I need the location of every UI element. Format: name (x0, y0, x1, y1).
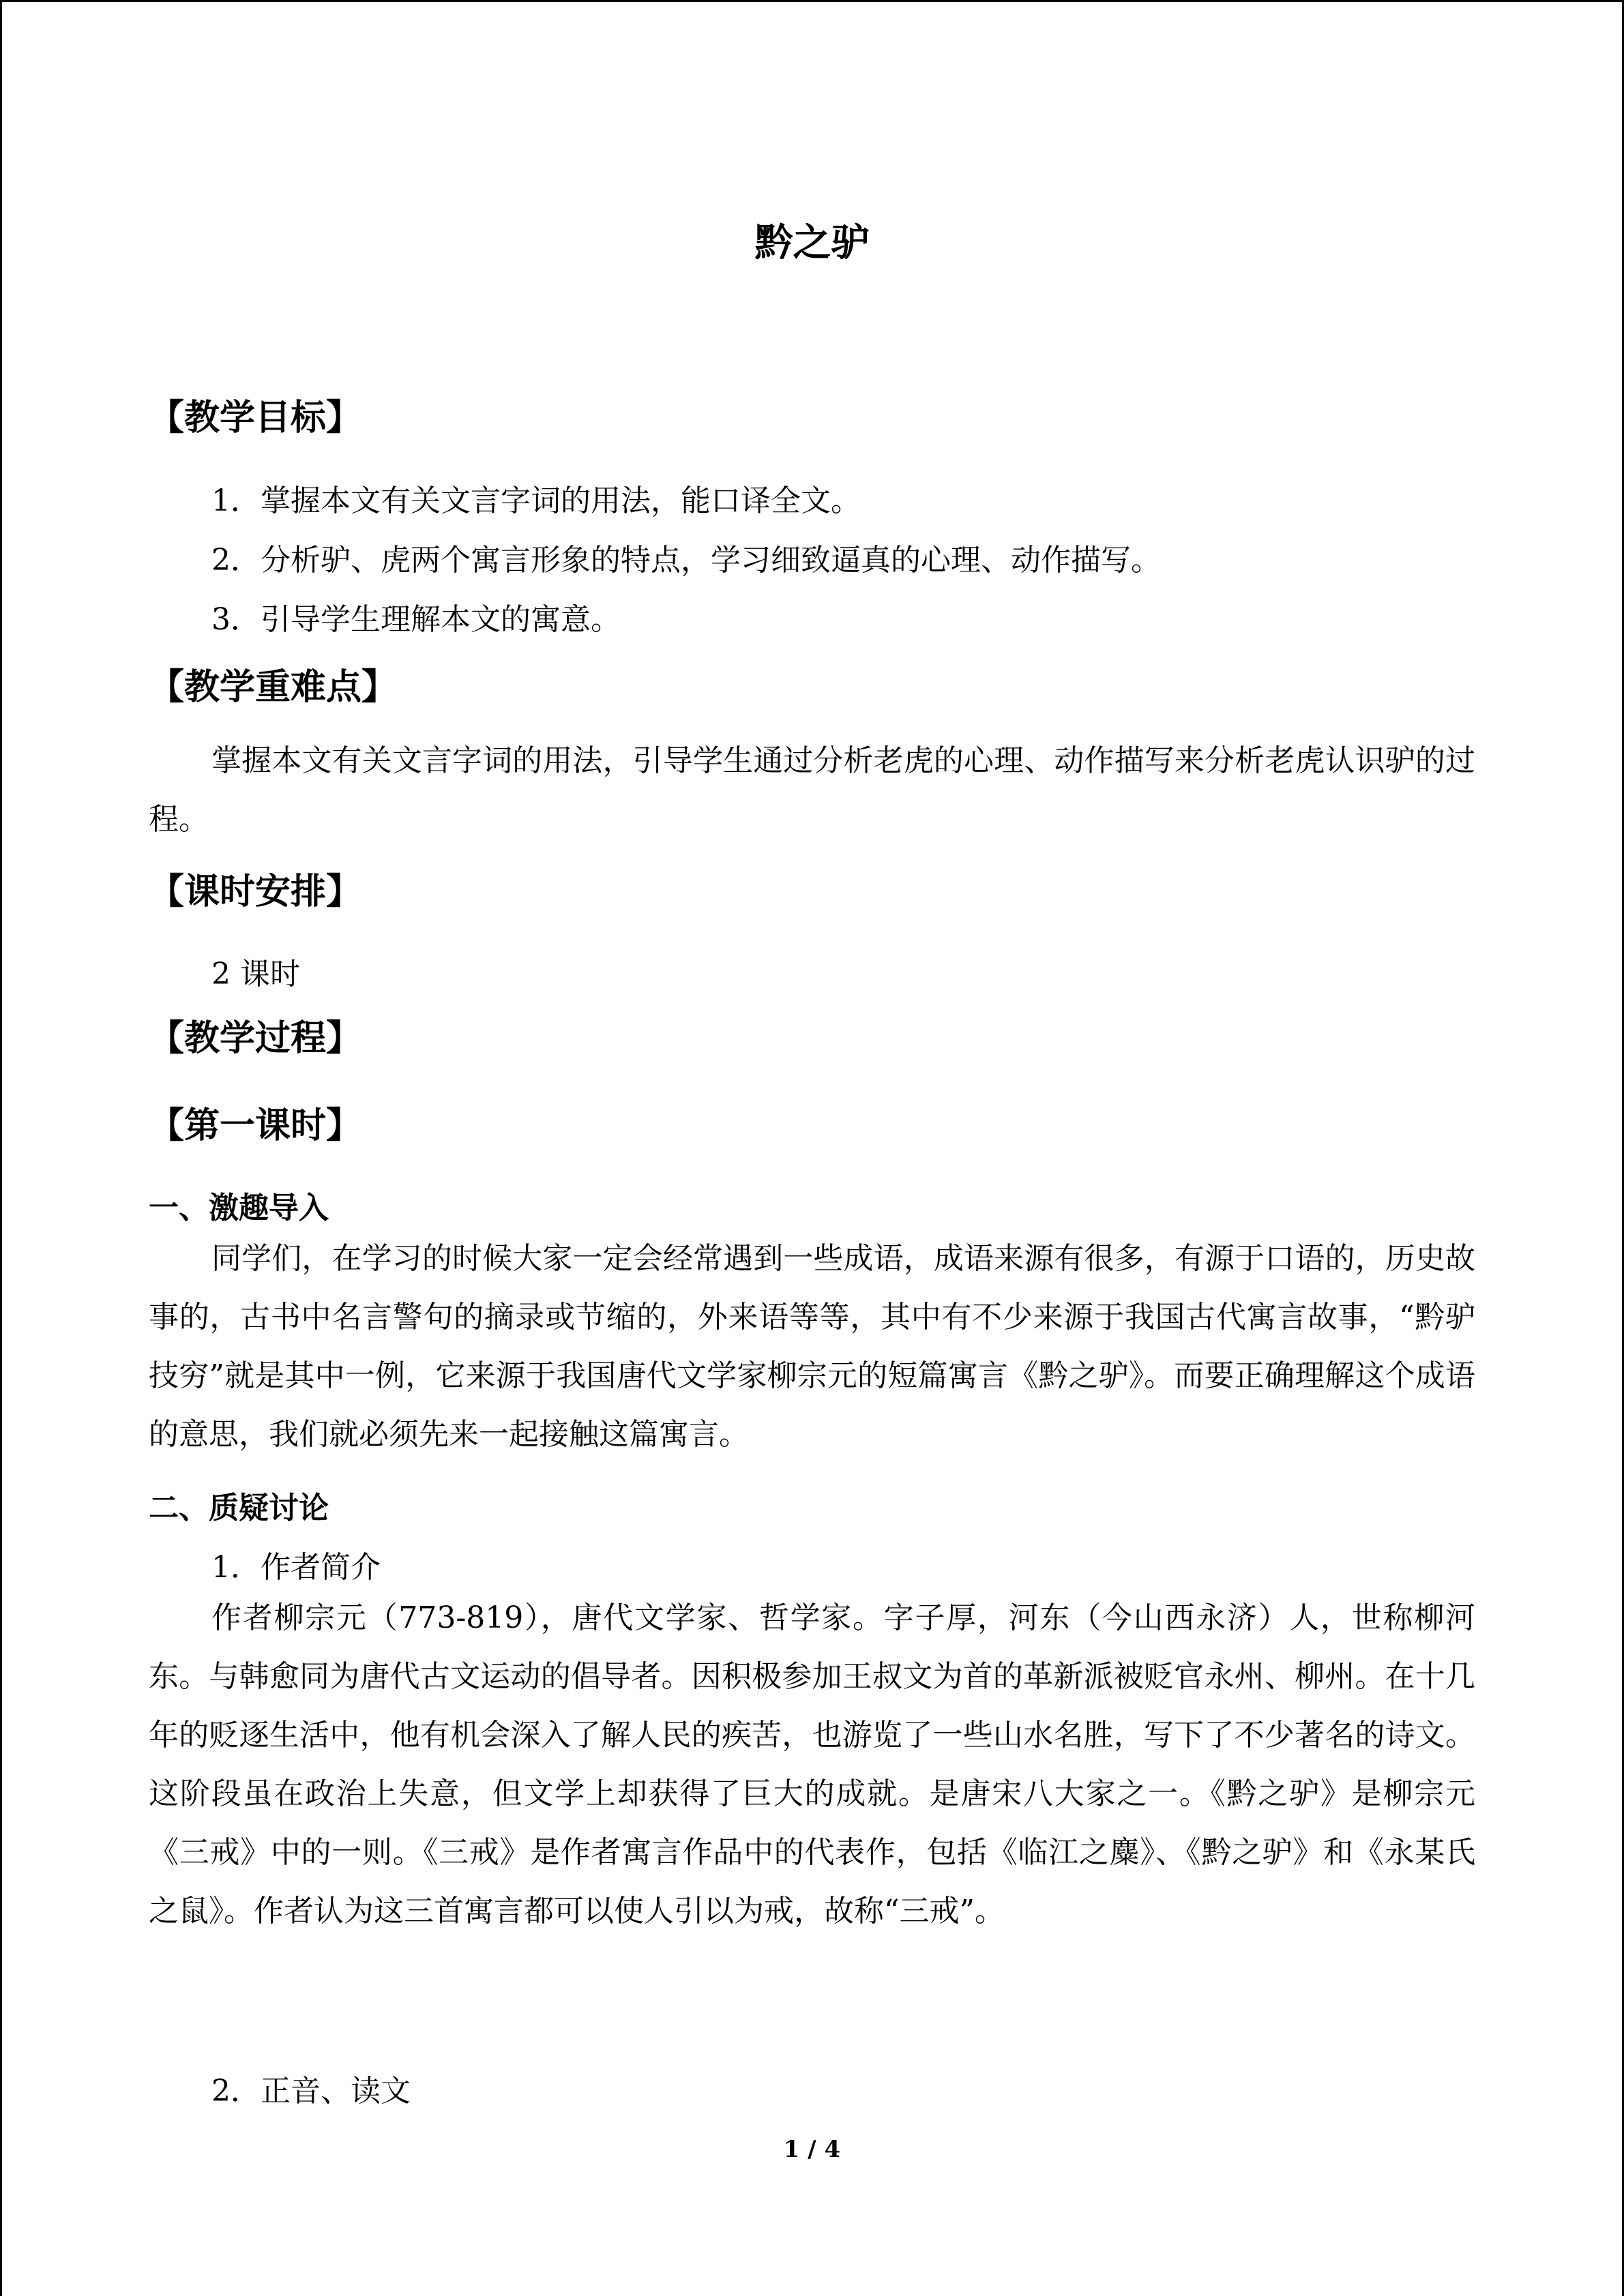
part-1-heading: 一、激趣导入 (149, 1191, 329, 1225)
goal-item-3: 3．引导学生理解本文的寓意。 (211, 602, 621, 637)
page-border-left (0, 0, 2, 2296)
process-heading: 【教学过程】 (149, 1018, 362, 1059)
schedule-heading: 【课时安排】 (149, 871, 362, 912)
document-title: 黔之驴 (754, 221, 870, 265)
page-number: 1 / 4 (783, 2136, 841, 2163)
goal-item-1: 1．掌握本文有关文言字词的用法，能口译全文。 (211, 483, 861, 518)
part-1-text: 同学们，在学习的时候大家一定会经常遇到一些成语，成语来源有很多，有源于口语的，历史故事的，古书中名言警句的摘录或节缩的，外来语等等，其中有不少来源于我国古代寓言故事，“黔驴技穷”就是其中一例，它来源于我国唐代文学家柳宗元的短篇寓言《黔之驴》。而要正确理解这个成语的意思，我们就必须先来一起接触这篇寓言。 (149, 1241, 1475, 1452)
page-border-top (0, 0, 1624, 2)
part-2-heading: 二、质疑讨论 (149, 1491, 329, 1525)
goals-heading: 【教学目标】 (149, 398, 362, 438)
pronunciation-reading-label: 2．正音、读文 (211, 2074, 411, 2108)
goal-item-2: 2．分析驴、虎两个寓言形象的特点，学习细致逼真的心理、动作描写。 (211, 543, 1161, 578)
author-intro-label: 1．作者简介 (211, 1550, 381, 1585)
author-intro-text: 作者柳宗元（773-819），唐代文学家、哲学家。字子厚，河东（今山西永济）人，世称柳河东。与韩愈同为唐代古文运动的倡导者。因积极参加王叔文为首的革新派被贬官永州、柳州。在十几年的贬逐生活中，他有机会深入了解人民的疾苦，也游览了一些山水名胜，写下了不少著名的诗文。这阶段虽在政治上失意，但文学上却获得了巨大的成就。是唐宋八大家之一。《黔之驴》是柳宗元《三戒》中的一则。《三戒》是作者寓言作品中的代表作，包括《临江之麋》、《黔之驴》和《永某氏之鼠》。作者认为这三首寓言都可以使人引以为戒，故称“三戒”。 (149, 1600, 1475, 1928)
key-points-heading: 【教学重难点】 (149, 667, 398, 708)
schedule-text: 2 课时 (211, 957, 300, 992)
lesson-1-heading: 【第一课时】 (149, 1105, 362, 1146)
key-points-text: 掌握本文有关文言字词的用法，引导学生通过分析老虎的心理、动作描写来分析老虎认识驴的过程。 (149, 743, 1475, 837)
